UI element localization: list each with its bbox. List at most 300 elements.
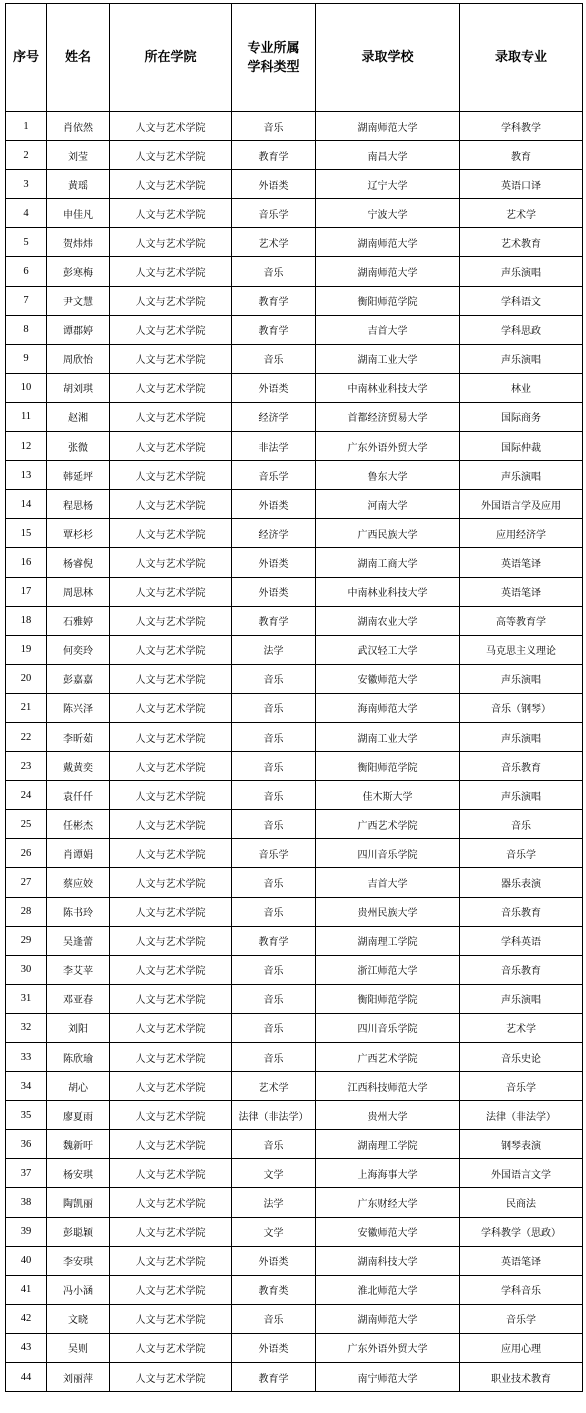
cell-name: 张微 (47, 432, 110, 461)
cell-college: 人文与艺术学院 (110, 577, 232, 606)
table-row (6, 344, 583, 373)
cell-category: 非法学 (232, 432, 316, 461)
cell-school: 湖南师范大学 (316, 257, 460, 286)
cell-no: 23 (6, 752, 47, 781)
cell-college: 人文与艺术学院 (110, 781, 232, 810)
cell-major: 声乐演唱 (460, 664, 583, 693)
cell-major: 声乐演唱 (460, 461, 583, 490)
cell-no: 9 (6, 344, 47, 373)
cell-school: 吉首大学 (316, 868, 460, 897)
cell-college: 人文与艺术学院 (110, 1188, 232, 1217)
cell-category: 音乐 (232, 984, 316, 1013)
table-row (6, 955, 583, 984)
cell-name: 刘阳 (47, 1013, 110, 1042)
table-row (6, 839, 583, 868)
cell-school: 淮北师范大学 (316, 1275, 460, 1304)
table-row (6, 897, 583, 926)
cell-name: 何奕玲 (47, 635, 110, 664)
cell-category: 教育学 (232, 315, 316, 344)
cell-name: 胡心 (47, 1072, 110, 1101)
cell-college: 人文与艺术学院 (110, 810, 232, 839)
cell-school: 江西科技师范大学 (316, 1072, 460, 1101)
cell-no: 21 (6, 693, 47, 722)
header-category (232, 4, 316, 112)
cell-major: 音乐教育 (460, 752, 583, 781)
cell-category: 外语类 (232, 490, 316, 519)
cell-school: 武汉轻工大学 (316, 635, 460, 664)
cell-major: 林业 (460, 373, 583, 402)
cell-category: 音乐 (232, 752, 316, 781)
cell-category: 音乐 (232, 1013, 316, 1042)
cell-major: 英语笔译 (460, 548, 583, 577)
cell-college: 人文与艺术学院 (110, 402, 232, 431)
cell-name: 周欣怡 (47, 344, 110, 373)
cell-college: 人文与艺术学院 (110, 519, 232, 548)
cell-no: 19 (6, 635, 47, 664)
cell-school: 湖南理工学院 (316, 926, 460, 955)
table-row (6, 1101, 583, 1130)
cell-college: 人文与艺术学院 (110, 635, 232, 664)
cell-school: 广东财经大学 (316, 1188, 460, 1217)
header-row (6, 4, 583, 112)
table-row (6, 1188, 583, 1217)
header-school: 录取学校 (316, 4, 460, 112)
table-row (6, 1246, 583, 1275)
cell-category: 音乐 (232, 112, 316, 141)
cell-no: 40 (6, 1246, 47, 1275)
cell-college: 人文与艺术学院 (110, 1275, 232, 1304)
cell-school: 河南大学 (316, 490, 460, 519)
cell-major: 教育 (460, 141, 583, 170)
cell-category: 音乐 (232, 664, 316, 693)
cell-no: 13 (6, 461, 47, 490)
table-row (6, 635, 583, 664)
cell-no: 12 (6, 432, 47, 461)
cell-no: 26 (6, 839, 47, 868)
cell-no: 25 (6, 810, 47, 839)
cell-school: 湖南师范大学 (316, 1304, 460, 1333)
cell-category: 外语类 (232, 548, 316, 577)
table-row (6, 1363, 583, 1392)
cell-school: 湖南师范大学 (316, 112, 460, 141)
cell-name: 胡刘琪 (47, 373, 110, 402)
cell-category: 音乐 (232, 781, 316, 810)
cell-college: 人文与艺术学院 (110, 955, 232, 984)
cell-no: 34 (6, 1072, 47, 1101)
cell-category: 外语类 (232, 373, 316, 402)
cell-no: 14 (6, 490, 47, 519)
cell-no: 41 (6, 1275, 47, 1304)
cell-major: 学科教学 (460, 112, 583, 141)
table-row (6, 170, 583, 199)
cell-school: 首都经济贸易大学 (316, 402, 460, 431)
cell-no: 2 (6, 141, 47, 170)
cell-major: 学科英语 (460, 926, 583, 955)
table-row (6, 1013, 583, 1042)
cell-college: 人文与艺术学院 (110, 1130, 232, 1159)
cell-category: 音乐 (232, 1043, 316, 1072)
table-row (6, 432, 583, 461)
cell-school: 南昌大学 (316, 141, 460, 170)
cell-name: 刘丽萍 (47, 1363, 110, 1392)
cell-school: 湖南工商大学 (316, 548, 460, 577)
cell-school: 四川音乐学院 (316, 839, 460, 868)
table-row (6, 752, 583, 781)
cell-name: 李昕茹 (47, 722, 110, 751)
cell-name: 尹文慧 (47, 286, 110, 315)
cell-school: 贵州民族大学 (316, 897, 460, 926)
cell-name: 杨安琪 (47, 1159, 110, 1188)
cell-no: 4 (6, 199, 47, 228)
cell-major: 声乐演唱 (460, 722, 583, 751)
cell-name: 刘莹 (47, 141, 110, 170)
cell-college: 人文与艺术学院 (110, 373, 232, 402)
cell-no: 8 (6, 315, 47, 344)
cell-name: 谭郡婷 (47, 315, 110, 344)
cell-college: 人文与艺术学院 (110, 752, 232, 781)
cell-major: 艺术学 (460, 199, 583, 228)
cell-category: 教育学 (232, 606, 316, 635)
cell-no: 10 (6, 373, 47, 402)
cell-name: 魏新吁 (47, 1130, 110, 1159)
table-row (6, 315, 583, 344)
cell-no: 11 (6, 402, 47, 431)
cell-college: 人文与艺术学院 (110, 984, 232, 1013)
cell-name: 韩延坪 (47, 461, 110, 490)
cell-school: 海南师范大学 (316, 693, 460, 722)
cell-category: 经济学 (232, 402, 316, 431)
cell-no: 16 (6, 548, 47, 577)
cell-category: 教育学 (232, 926, 316, 955)
cell-college: 人文与艺术学院 (110, 1333, 232, 1362)
table-row (6, 519, 583, 548)
cell-major: 英语笔译 (460, 577, 583, 606)
cell-college: 人文与艺术学院 (110, 722, 232, 751)
table-row (6, 373, 583, 402)
cell-category: 音乐 (232, 257, 316, 286)
cell-college: 人文与艺术学院 (110, 286, 232, 315)
cell-school: 安徽师范大学 (316, 664, 460, 693)
cell-college: 人文与艺术学院 (110, 606, 232, 635)
cell-name: 肖谭娟 (47, 839, 110, 868)
cell-name: 陈书玲 (47, 897, 110, 926)
cell-category: 艺术学 (232, 1072, 316, 1101)
cell-category: 教育类 (232, 1275, 316, 1304)
cell-college: 人文与艺术学院 (110, 344, 232, 373)
table-row (6, 1333, 583, 1362)
cell-college: 人文与艺术学院 (110, 461, 232, 490)
cell-no: 22 (6, 722, 47, 751)
cell-no: 31 (6, 984, 47, 1013)
cell-name: 李艾苹 (47, 955, 110, 984)
cell-category: 艺术学 (232, 228, 316, 257)
cell-school: 衡阳师范学院 (316, 752, 460, 781)
cell-name: 杨睿倪 (47, 548, 110, 577)
cell-college: 人文与艺术学院 (110, 1043, 232, 1072)
cell-school: 浙江师范大学 (316, 955, 460, 984)
header-name: 姓名 (47, 4, 110, 112)
cell-category: 法学 (232, 635, 316, 664)
cell-name: 冯小涵 (47, 1275, 110, 1304)
cell-no: 42 (6, 1304, 47, 1333)
cell-category: 音乐 (232, 897, 316, 926)
table-row (6, 402, 583, 431)
table-row (6, 112, 583, 141)
table-row (6, 810, 583, 839)
cell-major: 应用经济学 (460, 519, 583, 548)
table-row (6, 228, 583, 257)
cell-school: 吉首大学 (316, 315, 460, 344)
cell-major: 音乐 (460, 810, 583, 839)
cell-major: 法律（非法学） (460, 1101, 583, 1130)
cell-no: 43 (6, 1333, 47, 1362)
cell-school: 四川音乐学院 (316, 1013, 460, 1042)
table-row (6, 461, 583, 490)
cell-category: 文学 (232, 1159, 316, 1188)
cell-major: 声乐演唱 (460, 257, 583, 286)
cell-major: 高等教育学 (460, 606, 583, 635)
cell-school: 鲁东大学 (316, 461, 460, 490)
cell-name: 戴黄奕 (47, 752, 110, 781)
cell-major: 国际仲裁 (460, 432, 583, 461)
cell-school: 衡阳师范学院 (316, 286, 460, 315)
cell-school: 湖南师范大学 (316, 228, 460, 257)
cell-major: 音乐学 (460, 1304, 583, 1333)
table-row (6, 1217, 583, 1246)
cell-name: 彭寒梅 (47, 257, 110, 286)
cell-major: 英语口译 (460, 170, 583, 199)
cell-major: 音乐教育 (460, 897, 583, 926)
cell-college: 人文与艺术学院 (110, 1363, 232, 1392)
cell-no: 27 (6, 868, 47, 897)
cell-school: 中南林业科技大学 (316, 373, 460, 402)
cell-college: 人文与艺术学院 (110, 839, 232, 868)
cell-school: 湖南农业大学 (316, 606, 460, 635)
cell-major: 国际商务 (460, 402, 583, 431)
cell-category: 音乐 (232, 1130, 316, 1159)
cell-major: 音乐史论 (460, 1043, 583, 1072)
cell-college: 人文与艺术学院 (110, 257, 232, 286)
table-row (6, 199, 583, 228)
cell-name: 彭聪颖 (47, 1217, 110, 1246)
cell-name: 黄瑶 (47, 170, 110, 199)
cell-no: 17 (6, 577, 47, 606)
table-row (6, 490, 583, 519)
cell-school: 湖南工业大学 (316, 722, 460, 751)
cell-no: 32 (6, 1013, 47, 1042)
admission-table (5, 3, 583, 1392)
table-row (6, 781, 583, 810)
table-row (6, 1130, 583, 1159)
cell-no: 38 (6, 1188, 47, 1217)
cell-name: 袁仟仟 (47, 781, 110, 810)
cell-major: 应用心理 (460, 1333, 583, 1362)
cell-school: 宁波大学 (316, 199, 460, 228)
cell-major: 学科音乐 (460, 1275, 583, 1304)
cell-name: 吴逢蕾 (47, 926, 110, 955)
cell-name: 周思林 (47, 577, 110, 606)
cell-school: 湖南理工学院 (316, 1130, 460, 1159)
cell-name: 彭嘉嘉 (47, 664, 110, 693)
cell-no: 5 (6, 228, 47, 257)
cell-major: 音乐教育 (460, 955, 583, 984)
cell-category: 外语类 (232, 1246, 316, 1275)
cell-major: 民商法 (460, 1188, 583, 1217)
cell-college: 人文与艺术学院 (110, 1304, 232, 1333)
cell-school: 广西民族大学 (316, 519, 460, 548)
cell-major: 器乐表演 (460, 868, 583, 897)
cell-name: 吴则 (47, 1333, 110, 1362)
cell-name: 蔡应姣 (47, 868, 110, 897)
cell-school: 广西艺术学院 (316, 810, 460, 839)
cell-college: 人文与艺术学院 (110, 315, 232, 344)
cell-no: 39 (6, 1217, 47, 1246)
cell-category: 音乐学 (232, 199, 316, 228)
header-major: 录取专业 (460, 4, 583, 112)
cell-school: 上海海事大学 (316, 1159, 460, 1188)
cell-major: 马克思主义理论 (460, 635, 583, 664)
table-row (6, 693, 583, 722)
table-row (6, 577, 583, 606)
cell-no: 3 (6, 170, 47, 199)
cell-category: 教育学 (232, 141, 316, 170)
table-row (6, 548, 583, 577)
cell-no: 24 (6, 781, 47, 810)
cell-college: 人文与艺术学院 (110, 432, 232, 461)
cell-college: 人文与艺术学院 (110, 1159, 232, 1188)
cell-no: 35 (6, 1101, 47, 1130)
table-row (6, 664, 583, 693)
cell-no: 37 (6, 1159, 47, 1188)
header-no: 序号 (6, 4, 47, 112)
cell-category: 音乐 (232, 1304, 316, 1333)
table-row (6, 984, 583, 1013)
table-row (6, 722, 583, 751)
cell-name: 申佳凡 (47, 199, 110, 228)
cell-category: 文学 (232, 1217, 316, 1246)
header-college: 所在学院 (110, 4, 232, 112)
cell-college: 人文与艺术学院 (110, 868, 232, 897)
table-row (6, 1043, 583, 1072)
cell-major: 学科语文 (460, 286, 583, 315)
cell-college: 人文与艺术学院 (110, 112, 232, 141)
cell-school: 衡阳师范学院 (316, 984, 460, 1013)
table-row (6, 868, 583, 897)
cell-category: 经济学 (232, 519, 316, 548)
cell-college: 人文与艺术学院 (110, 664, 232, 693)
cell-category: 音乐 (232, 693, 316, 722)
cell-college: 人文与艺术学院 (110, 1246, 232, 1275)
cell-name: 邓亚春 (47, 984, 110, 1013)
cell-college: 人文与艺术学院 (110, 693, 232, 722)
table-row (6, 1275, 583, 1304)
cell-college: 人文与艺术学院 (110, 199, 232, 228)
header-category-line2: 学科类型 (247, 59, 300, 75)
cell-major: 音乐学 (460, 1072, 583, 1101)
cell-school: 广西艺术学院 (316, 1043, 460, 1072)
cell-name: 文晓 (47, 1304, 110, 1333)
cell-name: 石雅婷 (47, 606, 110, 635)
cell-category: 法律（非法学） (232, 1101, 316, 1130)
cell-major: 钢琴表演 (460, 1130, 583, 1159)
cell-major: 学科教学（思政） (460, 1217, 583, 1246)
cell-category: 教育学 (232, 1363, 316, 1392)
cell-college: 人文与艺术学院 (110, 897, 232, 926)
cell-category: 音乐 (232, 344, 316, 373)
cell-major: 艺术学 (460, 1013, 583, 1042)
cell-no: 30 (6, 955, 47, 984)
cell-college: 人文与艺术学院 (110, 490, 232, 519)
table-row (6, 1304, 583, 1333)
cell-college: 人文与艺术学院 (110, 1217, 232, 1246)
cell-name: 陈欣瑜 (47, 1043, 110, 1072)
cell-no: 44 (6, 1363, 47, 1392)
cell-name: 覃杉杉 (47, 519, 110, 548)
cell-category: 音乐 (232, 868, 316, 897)
cell-major: 声乐演唱 (460, 984, 583, 1013)
table-row (6, 1072, 583, 1101)
cell-category: 音乐 (232, 810, 316, 839)
cell-no: 28 (6, 897, 47, 926)
cell-college: 人文与艺术学院 (110, 548, 232, 577)
cell-category: 音乐 (232, 722, 316, 751)
cell-name: 陶凯丽 (47, 1188, 110, 1217)
cell-no: 1 (6, 112, 47, 141)
table-row (6, 926, 583, 955)
cell-name: 程思杨 (47, 490, 110, 519)
cell-school: 辽宁大学 (316, 170, 460, 199)
cell-major: 英语笔译 (460, 1246, 583, 1275)
table-row (6, 141, 583, 170)
cell-no: 33 (6, 1043, 47, 1072)
cell-college: 人文与艺术学院 (110, 170, 232, 199)
cell-school: 南宁师范大学 (316, 1363, 460, 1392)
cell-category: 外语类 (232, 1333, 316, 1362)
cell-name: 陈兴泽 (47, 693, 110, 722)
cell-major: 声乐演唱 (460, 781, 583, 810)
cell-no: 20 (6, 664, 47, 693)
cell-name: 廖夏雨 (47, 1101, 110, 1130)
cell-category: 音乐学 (232, 839, 316, 868)
cell-no: 29 (6, 926, 47, 955)
cell-name: 肖依然 (47, 112, 110, 141)
cell-college: 人文与艺术学院 (110, 926, 232, 955)
cell-category: 外语类 (232, 170, 316, 199)
table-row (6, 606, 583, 635)
cell-category: 外语类 (232, 577, 316, 606)
cell-no: 6 (6, 257, 47, 286)
cell-no: 7 (6, 286, 47, 315)
cell-major: 职业技术教育 (460, 1363, 583, 1392)
cell-school: 广东外语外贸大学 (316, 432, 460, 461)
cell-school: 安徽师范大学 (316, 1217, 460, 1246)
cell-no: 15 (6, 519, 47, 548)
cell-major: 音乐学 (460, 839, 583, 868)
cell-college: 人文与艺术学院 (110, 228, 232, 257)
cell-no: 36 (6, 1130, 47, 1159)
table-row (6, 257, 583, 286)
cell-college: 人文与艺术学院 (110, 141, 232, 170)
cell-category: 音乐学 (232, 461, 316, 490)
cell-name: 赵湘 (47, 402, 110, 431)
cell-college: 人文与艺术学院 (110, 1072, 232, 1101)
cell-school: 贵州大学 (316, 1101, 460, 1130)
cell-school: 中南林业科技大学 (316, 577, 460, 606)
cell-name: 李安琪 (47, 1246, 110, 1275)
cell-category: 教育学 (232, 286, 316, 315)
table-row (6, 1159, 583, 1188)
cell-major: 艺术教育 (460, 228, 583, 257)
